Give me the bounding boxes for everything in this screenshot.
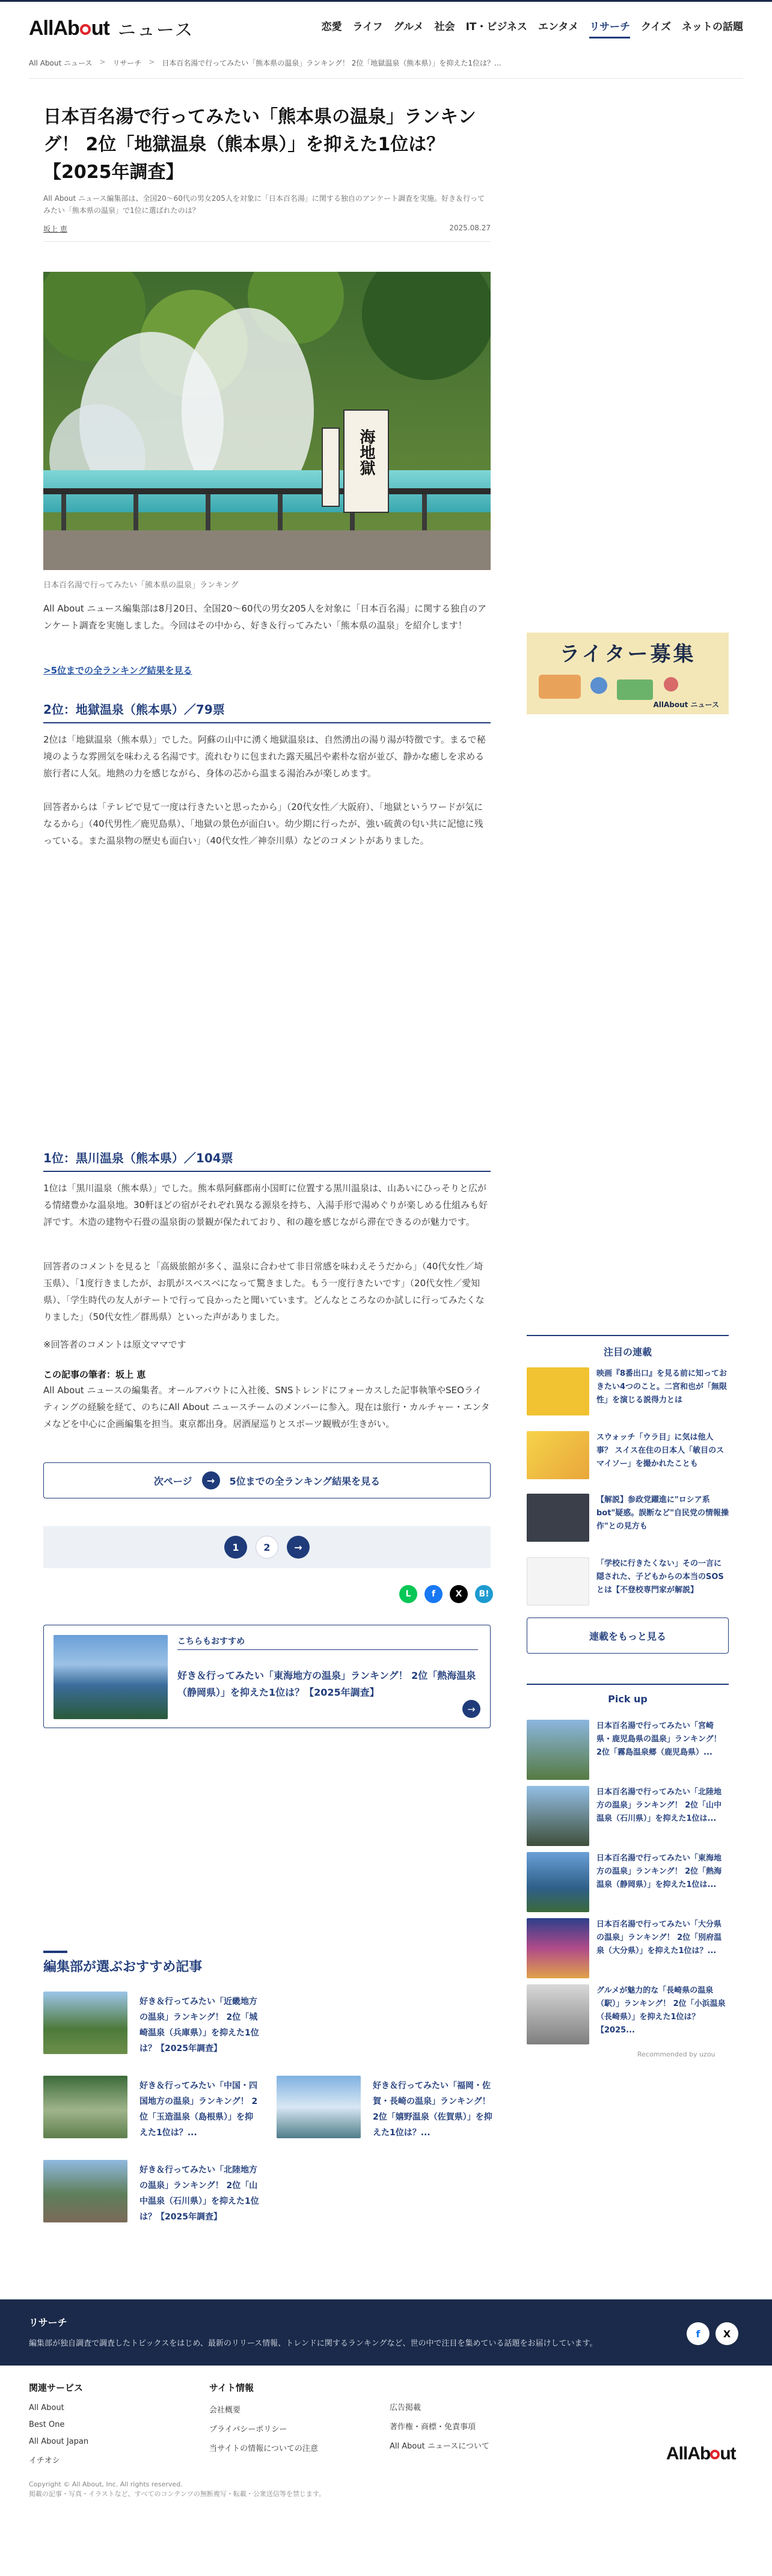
pickup-title: 日本百名湯で行ってみたい「北陸地方の温泉」ランキング！ 2位「山中温泉（石川県）」を抑えた1位は... bbox=[596, 1788, 722, 1823]
header-divider bbox=[29, 78, 743, 79]
section-accent bbox=[43, 1951, 67, 1953]
byline bbox=[43, 224, 491, 242]
pickup-title: 日本百名湯で行ってみたい「大分県の温泉」ランキング！ 2位「別府温泉（大分県）」を抑えた1位は？... bbox=[596, 1920, 722, 1955]
next-page-button[interactable] bbox=[43, 1462, 491, 1498]
pickup-title: 日本百名湯で行ってみたい「東海地方の温泉」ランキング！ 2位「熱海温泉（静岡県）」を抑えた1位は... bbox=[596, 1854, 722, 1889]
site-header bbox=[29, 2, 743, 55]
recommend-card[interactable] bbox=[43, 1625, 491, 1728]
nav-item[interactable]: 恋愛 bbox=[321, 21, 342, 33]
pickup-thumbnail bbox=[527, 1984, 589, 2044]
hot-spring-photo bbox=[43, 272, 491, 570]
footer-band-heading: リサーチ bbox=[29, 2317, 67, 2328]
comment-note: ※回答者のコメントは原文ママです bbox=[43, 1339, 186, 1350]
trending-thumbnail bbox=[527, 1494, 589, 1542]
breadcrumb-item[interactable]: リサーチ bbox=[112, 59, 142, 67]
footer-more-links bbox=[390, 2401, 489, 2459]
trending-item[interactable] bbox=[527, 1494, 729, 1548]
nav-item[interactable]: ネットの話題 bbox=[682, 21, 743, 33]
x-icon[interactable]: X bbox=[715, 2322, 738, 2345]
arrow-right-icon: → bbox=[462, 1700, 480, 1718]
editor-thumbnail bbox=[43, 1992, 127, 2054]
trending-thumbnail bbox=[527, 1557, 589, 1605]
next-page-label: 次ページ bbox=[153, 1475, 192, 1487]
editor-article-title: 好き＆行ってみたい「中国・四国地方の温泉」ランキング！ 2位「玉造温泉（島根県）」を抑えた1位は？... bbox=[139, 2081, 258, 2138]
footer-link[interactable]: All About ニュースについて bbox=[390, 2442, 489, 2451]
footer-site-info bbox=[209, 2381, 318, 2461]
footer-logo[interactable]: AllAb ut bbox=[666, 2444, 736, 2464]
editor-thumbnail bbox=[277, 2076, 361, 2138]
editor-thumbnail bbox=[43, 2160, 127, 2222]
rank2-paragraph-1: 2位は「地獄温泉（熊本県）」でした。阿蘇の山中に湧く地獄温泉は、自然湧出の湯り湯が特徴です。まるで秘境のような雰囲気を味わえる名湯です。流れむりに包まれた露天風呂や素朴な宿が並び、静かな癒しを求める旅行者に人気。地熱の力を感じながら、身体の芯から温まる湯治みが楽しめます。 bbox=[43, 734, 486, 779]
trending-thumbnail bbox=[527, 1367, 589, 1415]
page-2[interactable]: 2 bbox=[256, 1536, 278, 1559]
logo-ring-icon bbox=[710, 2450, 720, 2459]
footer-link[interactable]: プライバシーポリシー bbox=[209, 2425, 287, 2434]
logo-text: AllAb ut bbox=[29, 16, 109, 40]
hero-image bbox=[43, 272, 491, 570]
footer-category-band bbox=[0, 2299, 772, 2366]
copyright-text: Copyright © All About, Inc. All rights reserved. bbox=[29, 2480, 183, 2488]
footer-link[interactable]: All About Japan bbox=[29, 2437, 89, 2446]
trending-item[interactable] bbox=[527, 1557, 729, 1612]
facebook-icon[interactable]: f bbox=[687, 2322, 709, 2345]
trending-item[interactable] bbox=[527, 1367, 729, 1421]
pickup-item[interactable] bbox=[527, 1852, 729, 1915]
editor-article-title: 好き＆行ってみたい「北陸地方の温泉」ランキング！ 2位「山中温泉（石川県）」を抑えた1位は？【2025年調査】 bbox=[139, 2165, 259, 2222]
nav-item[interactable]: クイズ bbox=[641, 21, 671, 33]
recommend-divider bbox=[177, 1649, 478, 1650]
banner-title: ライター募集 bbox=[559, 642, 696, 666]
recommend-label: こちらもおすすめ bbox=[177, 1637, 245, 1646]
x-share-icon[interactable]: X bbox=[450, 1585, 468, 1603]
editor-article-card[interactable] bbox=[43, 2076, 266, 2148]
recommend-thumbnail bbox=[54, 1635, 168, 1719]
breadcrumb-item: 日本百名湯で行ってみたい「熊本県の温泉」ランキング！ 2位「地獄温泉（熊本県）」を抑えた1位は？... bbox=[162, 59, 501, 67]
hatena-share-icon[interactable]: B! bbox=[475, 1585, 493, 1603]
rank1-paragraph-2: 回答者のコメントを見ると「高級旅館が多く、温泉に合わせて非日常感を味わえそうだから」（40代女性／埼玉県）、「1度行きましたが、お肌がスベスベになって驚きました。もう一度行きたいです」（20代女性／愛知県）、「学生時代の友人がテートで行って良かったと聞いています。どんなところなのか試しに行ってみたくなりました」（50代女性／群馬県）といった声がありました。 bbox=[43, 1261, 485, 1322]
rank1-paragraph-1: 1位は「黒川温泉（熊本県）」でした。熊本県阿蘇郡南小国町に位置する黒川温泉は、山あいにひっそりと広がる情緒豊かな温泉地。30軒ほどの宿がそれぞれ異なる源泉を持ち、入湯手形で湯めぐりが楽しめる仕組みも好評です。木造の建物や石畳の温泉街の景観が保たれており、和の趣を感じながら滞在できるのが魅力です。 bbox=[43, 1183, 488, 1227]
footer-copyright bbox=[29, 2480, 325, 2499]
footer-services-heading: 関連サービス bbox=[29, 2382, 84, 2393]
footer-band-desc: 編集部が独自調査で調査したトピックスをはじめ、最新のリリース情報、トレンドに関するランキングなど、世の中で注目を集めている話題をお届けしています。 bbox=[29, 2339, 598, 2348]
footer-link[interactable]: Best One bbox=[29, 2420, 65, 2429]
trending-title: 【解説】参政党躍進に"ロシア系bot"疑惑。誤断など"自民党の情報操作"との見方も bbox=[596, 1495, 729, 1531]
logo-sub: ニュース bbox=[117, 20, 194, 40]
footer-site-heading: サイト情報 bbox=[209, 2382, 254, 2393]
publish-date: 2025.08.27 bbox=[449, 224, 491, 232]
intro-paragraph: All About ニュース編集部は8月20日、全国20〜60代の男女205人を対象に「日本百名湯」に関する独自のアンケート調査を実施しました。今回はその中から、好き＆行ってみたい「熊本県の温泉」を紹介します！ bbox=[43, 603, 487, 631]
copyright-notice: 掲載の記事・写真・イラストなど、すべてのコンテンツの無断複写・転載・公衆送信等を禁じます。 bbox=[29, 2490, 326, 2498]
hero-sign-text: 海地獄 bbox=[357, 429, 375, 476]
writer-link[interactable]: 坂上 恵 bbox=[43, 225, 67, 233]
editor-article-title: 好き＆行ってみたい「福岡・佐賀・長崎の温泉」ランキング！ 2位「嬉野温泉（佐賀県）」を抑えた1位は？... bbox=[373, 2081, 492, 2138]
pickup-item[interactable] bbox=[527, 1786, 729, 1848]
global-nav bbox=[322, 18, 743, 38]
recommend-title: 好き＆行ってみたい「東海地方の温泉」ランキング！ 2位「熱海温泉（静岡県）」を抑えた1位は？【2025年調査】 bbox=[177, 1670, 476, 1698]
editor-thumbnail bbox=[43, 2076, 127, 2138]
nav-item[interactable]: グルメ bbox=[393, 21, 424, 33]
page-title: 日本百名湯で行ってみたい「熊本県の温泉」ランキング！ 2位「地獄温泉（熊本県）」を抑えた1位は？【2025年調査】 bbox=[43, 106, 476, 183]
pickup-title: グルメが魅力的な「長崎県の温泉（駅）」ランキング！ 2位「小浜温泉（長崎県）」を抑えた1位は？【2025... bbox=[596, 1986, 726, 2035]
rank2-paragraph-2: 回答者からは「テレビで見て一度は行きたいと思ったから」（20代女性／大阪府）、「地獄というワードが気になるから」（40代男性／鹿児島県）、「地獄の景色が面白い。幼少期に行ったが、強い硫黄の匂い共に記憶に残っている。また温泉物の歴史も面白い」（40代女性／神奈川県）などのコメントがありました。 bbox=[43, 802, 483, 846]
breadcrumb-separator-icon: > bbox=[99, 58, 106, 66]
pickup-item[interactable] bbox=[527, 1918, 729, 1981]
writer-heading: この記事の筆者：坂上 恵 bbox=[43, 1369, 146, 1380]
breadcrumb-separator-icon: > bbox=[149, 58, 155, 66]
site-logo[interactable] bbox=[29, 15, 194, 41]
trending-title: 映画『8番出口』を見る前に知っておきたい4つのこと。二宮和也が「無限性」を演じる説得力とは bbox=[596, 1369, 728, 1405]
trending-item[interactable] bbox=[527, 1431, 729, 1485]
next-page-arrow-icon[interactable]: → bbox=[287, 1536, 310, 1559]
nav-item[interactable]: IT・ビジネス bbox=[465, 21, 528, 33]
pickup-thumbnail bbox=[527, 1852, 589, 1912]
footer-link[interactable]: 当サイトの情報についての注意 bbox=[209, 2444, 318, 2453]
nav-item[interactable]: エンタメ bbox=[538, 21, 579, 33]
nav-item[interactable]: 社会 bbox=[434, 21, 455, 33]
pickup-heading: Pick up bbox=[527, 1684, 729, 1705]
pagination bbox=[43, 1526, 491, 1568]
trending-thumbnail bbox=[527, 1431, 589, 1479]
facebook-share-icon[interactable]: f bbox=[424, 1585, 443, 1603]
pickup-thumbnail bbox=[527, 1918, 589, 1978]
pickup-thumbnail bbox=[527, 1720, 589, 1780]
logo-ring-icon bbox=[80, 24, 91, 35]
footer-services bbox=[29, 2381, 88, 2473]
trending-heading: 注目の連載 bbox=[527, 1335, 729, 1358]
all-ranking-link[interactable]: >5位までの全ランキング結果を見る bbox=[43, 665, 192, 676]
editors-heading: 編集部が選ぶおすすめ記事 bbox=[43, 1960, 203, 1975]
hero-caption: 日本百名湯で行ってみたい「熊本県の温泉」ランキング bbox=[43, 581, 239, 590]
nav-item[interactable]: リサーチ bbox=[589, 18, 630, 38]
breadcrumb bbox=[29, 58, 743, 68]
editor-article-card[interactable] bbox=[43, 2160, 266, 2232]
nav-item[interactable]: ライフ bbox=[352, 21, 383, 33]
trending-title: スウォッチ「ウラ目」に気は他人事？ スイス在住の日本人「敏目のスマイソー」を撮かれたことも bbox=[596, 1433, 725, 1468]
trending-title: 「学校に行きたくない」その一言に隠された、子どもからの本当のSOSとは【不登校専門家が解説】 bbox=[596, 1559, 724, 1595]
editor-article-title: 好き＆行ってみたい「近畿地方の温泉」ランキング！ 2位「城崎温泉（兵庫県）」を抑えた1位は？【2025年調査】 bbox=[139, 1997, 259, 2053]
pickup-item[interactable] bbox=[527, 1984, 729, 2047]
editor-article-card[interactable] bbox=[43, 1992, 266, 2064]
recommended-by: Recommended by uzou bbox=[637, 2050, 715, 2058]
page-1[interactable]: 1 bbox=[224, 1536, 247, 1559]
breadcrumb-item[interactable]: All About ニュース bbox=[29, 59, 93, 67]
share-buttons bbox=[399, 1585, 493, 1603]
pickup-item[interactable] bbox=[527, 1720, 729, 1782]
next-page-desc: 5位までの全ランキング結果を見る bbox=[229, 1475, 381, 1487]
arrow-right-icon: → bbox=[202, 1471, 220, 1489]
editor-article-card[interactable] bbox=[277, 2076, 499, 2148]
banner-brand: AllAbout ニュース bbox=[653, 701, 719, 709]
footer-link[interactable]: 会社概要 bbox=[209, 2406, 241, 2415]
line-share-icon[interactable]: L bbox=[399, 1585, 417, 1603]
more-series-button[interactable]: 連載をもっと見る bbox=[527, 1618, 729, 1654]
footer-social bbox=[687, 2322, 738, 2345]
footer-link[interactable]: 広告掲載 bbox=[390, 2403, 421, 2412]
rank2-heading: 2位：地獄温泉（熊本県）／79票 bbox=[43, 700, 491, 723]
article-lead: All About ニュース編集部は、全国20〜60代の男女205人を対象に「日本百名湯」に関する独自のアンケート調査を実施。好き＆行ってみたい「熊本県の温泉」で1位に選ばれたのは？ bbox=[43, 194, 485, 215]
rank1-heading: 1位：黒川温泉（熊本県）／104票 bbox=[43, 1148, 491, 1172]
footer-link[interactable]: All About bbox=[29, 2403, 64, 2412]
writer-recruit-banner[interactable] bbox=[527, 633, 729, 714]
footer-link[interactable]: イチオシ bbox=[29, 2456, 60, 2465]
writer-bio: All About ニュースの編集者。オールアバウトに入社後、SNSトレンドにフォーカスした記事執筆やSEOライティングの経験を経て、のちにAll About ニュースチームのメンバーに参入。現在は旅行・カルチャー・エンタメなどを中心に企画編集を担当。東京都出身。居酒屋巡りとスポーツ観戦が生きがい。 bbox=[43, 1385, 490, 1429]
pickup-thumbnail bbox=[527, 1786, 589, 1846]
pickup-title: 日本百名湯で行ってみたい「宮崎県・鹿児島県の温泉」ランキング！ 2位「霧島温泉郷（鹿児島県）... bbox=[596, 1722, 721, 1757]
footer-link[interactable]: 著作権・商標・免責事項 bbox=[390, 2423, 476, 2432]
